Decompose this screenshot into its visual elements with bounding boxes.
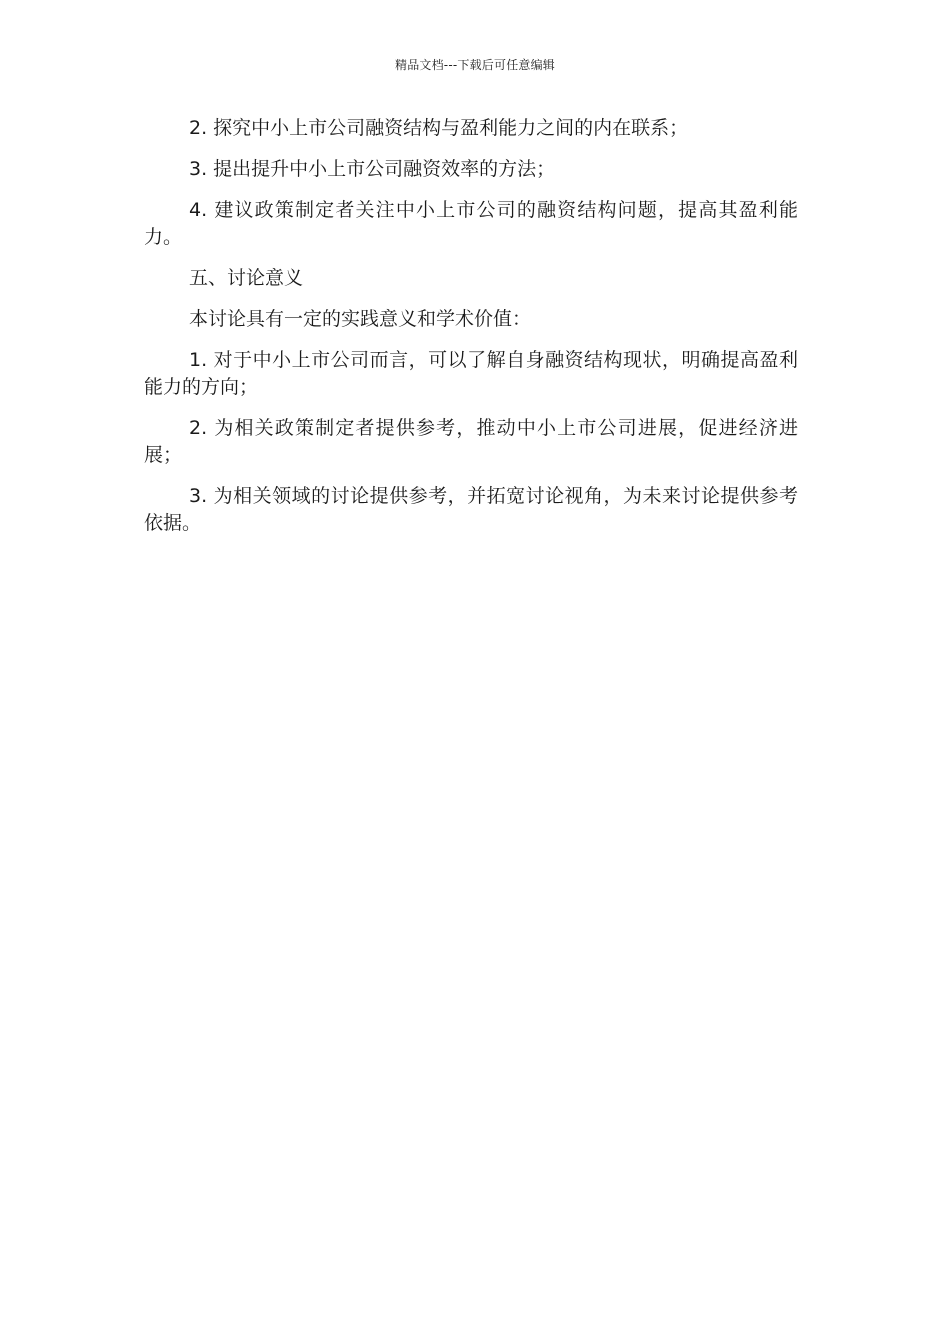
document-body [144, 115, 798, 551]
list-item-objective-4: 4. 建议政策制定者关注中小上市公司的融资结构问题，提高其盈利能力。 [144, 199, 798, 248]
section-heading: 五、讨论意义 [189, 267, 304, 289]
list-item-objective-3: 3. 提出提升中小上市公司融资效率的方法； [189, 158, 556, 180]
list-item-objective-2: 2. 探究中小上市公司融资结构与盈利能力之间的内在联系； [189, 117, 689, 139]
list-item-significance-2: 2. 为相关政策制定者提供参考，推动中小上市公司进展，促进经济进展； [144, 417, 798, 466]
list-item-significance-3: 3. 为相关领域的讨论提供参考，并拓宽讨论视角，为未来讨论提供参考依据。 [144, 485, 798, 534]
list-item-significance-1: 1. 对于中小上市公司而言，可以了解自身融资结构现状，明确提高盈利能力的方向； [144, 349, 798, 398]
section-intro: 本讨论具有一定的实践意义和学术价值： [189, 308, 532, 330]
page-header: 精品文档---下载后可任意编辑 [395, 58, 555, 72]
